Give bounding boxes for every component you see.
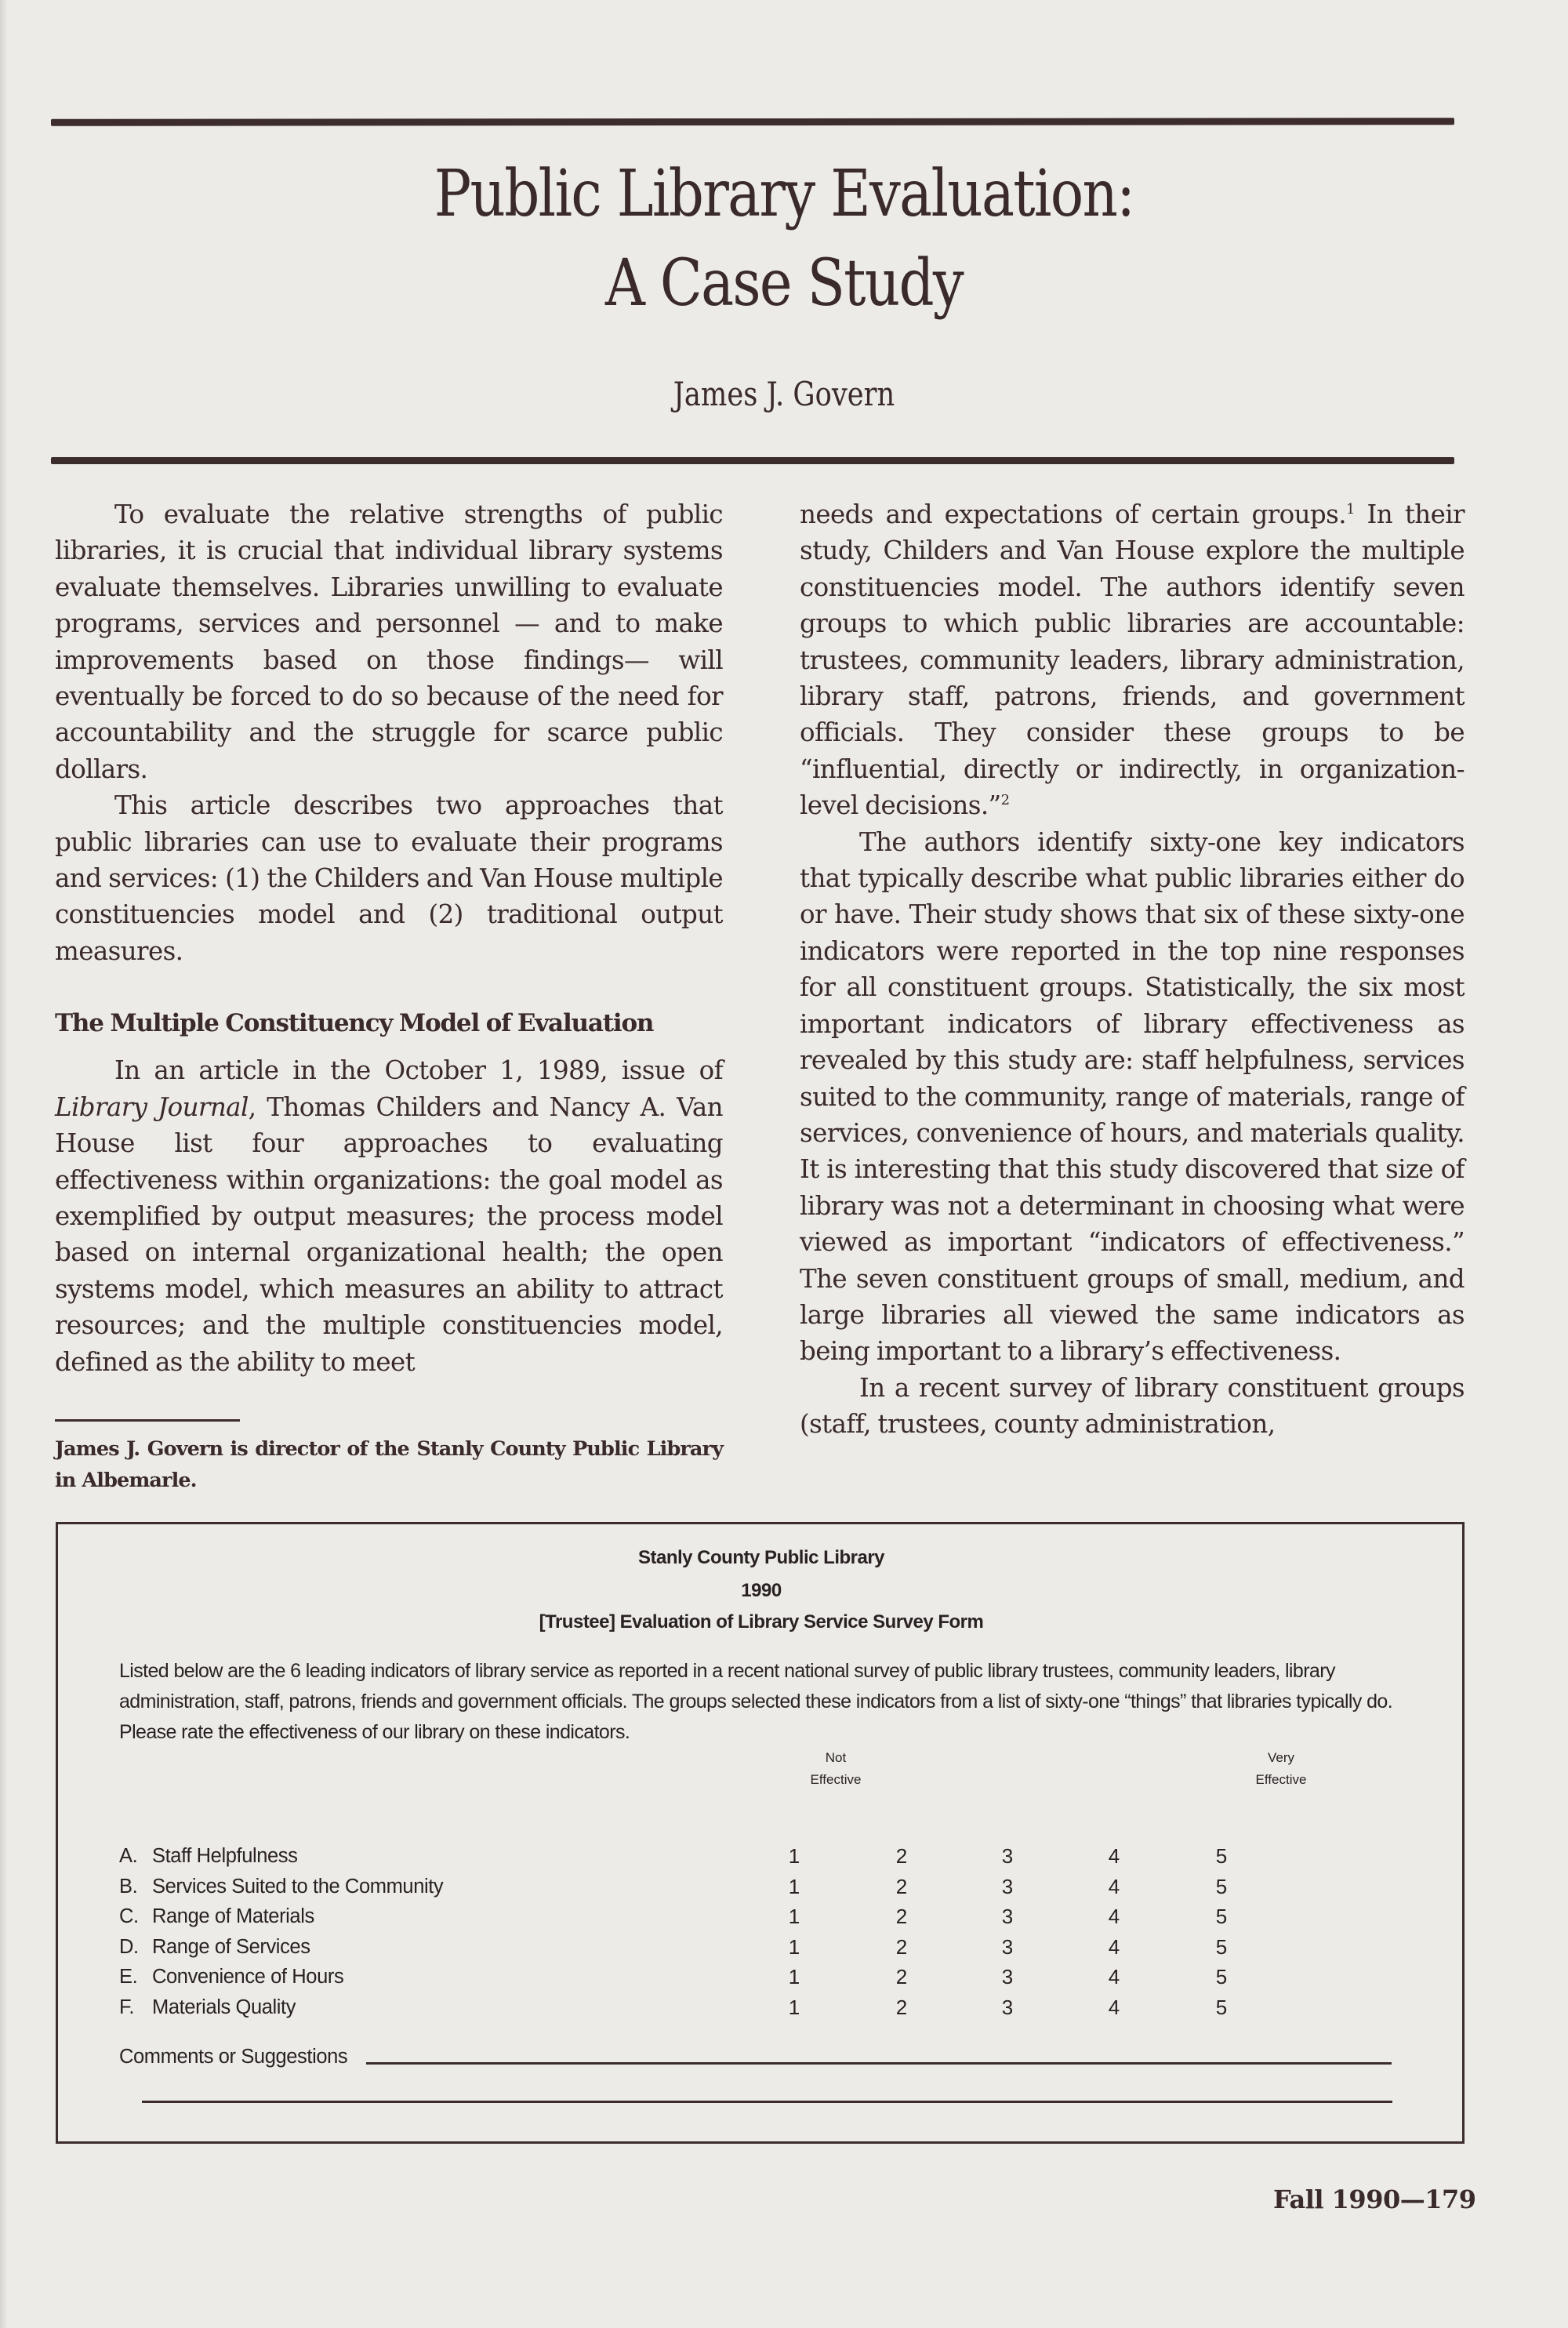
title-rule-top [51,118,1454,126]
survey-item-label: Range of Services [152,1935,310,1958]
rating-option[interactable]: 4 [1108,1965,1120,1988]
survey-item-letter: A. [119,1845,138,1867]
rating-option[interactable]: 5 [1215,1874,1228,1898]
paragraph-text: In their study, Childers and Van House explore the multiple constituencies model. The authors identify seven groups to which public libraries are accountable: trustees, community leaders, library administration, library staff, patrons, friends, and government officials. They consider these groups to be “influential, directly or indirectly, in organization-level decisions.” [800,499,1465,821]
rating-option[interactable]: 5 [1215,1905,1228,1928]
scale-low-label-line1: Not [825,1750,847,1765]
survey-item-letter: C. [119,1905,139,1927]
scale-low-label-line2: Effective [810,1772,862,1787]
survey-item [119,1841,298,1871]
survey-item-label: Staff Helpfulness [152,1845,298,1867]
rating-option[interactable]: 4 [1108,1874,1120,1898]
scale-high-label [1234,1747,1328,1791]
paragraph: This article describes two approaches that public libraries can use to evaluate their programs and services: (1) the Childers and Van House multiple constituencies model and (2) traditional output measures. [55,790,723,966]
rating-option[interactable]: 5 [1215,1995,1228,2019]
rating-option[interactable]: 1 [788,1934,800,1959]
survey-intro: Listed below are the 6 leading indicators of library service as reported in a recent national survey of public library trustees, community leaders, library administration, staff, patrons, friends and government officials. The groups selected these indicators from a list of sixty-one “things” that libraries typically do. Please rate the effectiveness of our library on these indicators. [119,1660,1393,1743]
rating-option[interactable]: 5 [1215,1934,1228,1959]
footnote-ref: 2 [1000,792,1010,809]
survey-form [56,1522,1465,2144]
survey-item-letter: D. [119,1935,139,1958]
paragraph: To evaluate the relative strengths of public libraries, it is crucial that individual library systems evaluate themselves. Libraries unwilling to evaluate programs, services and personnel — and to make improvements based on those findings— will eventually be forced to do so because of the need for accountability and the struggle for scarce public dollars. [55,499,723,784]
scale-high-label-line2: Effective [1255,1772,1307,1787]
survey-item-label: Convenience of Hours [152,1966,344,1988]
page-folio: Fall 1990—179 [1273,2185,1476,2214]
rating-option[interactable]: 2 [895,1995,908,2019]
survey-item-letter: F. [119,1996,135,2018]
paragraph [800,496,1465,824]
paragraph: In a recent survey of library constituent groups (staff, trustees, county administration, [800,1372,1465,1440]
survey-heading-title: [Trustee] Evaluation of Library Service Survey Form [539,1611,984,1633]
survey-item [119,1932,310,1962]
survey-item-letter: B. [119,1875,138,1898]
rating-option[interactable]: 4 [1108,1995,1120,2019]
rating-option[interactable]: 4 [1108,1934,1120,1959]
rating-option[interactable]: 4 [1108,1905,1120,1928]
survey-item [119,1901,314,1931]
rating-option[interactable]: 5 [1215,1844,1228,1868]
section-heading: The Multiple Constituency Model of Evaluation [55,1009,654,1038]
survey-item-letter: E. [119,1966,138,1988]
rating-option[interactable]: 1 [788,1965,800,1988]
article-title-line-2: A Case Study [604,246,964,321]
paragraph [55,1052,723,1380]
rating-option[interactable]: 4 [1108,1844,1120,1868]
rating-option[interactable]: 1 [788,1844,800,1868]
footnote-ref: 1 [1345,501,1355,518]
rating-option[interactable]: 3 [1001,1844,1014,1868]
footnote-rule [55,1419,240,1422]
rating-option[interactable]: 2 [895,1874,908,1898]
page-edge [0,0,8,2328]
rating-option[interactable]: 2 [895,1965,908,1988]
survey-item [119,1872,443,1901]
rating-option[interactable]: 3 [1001,1874,1014,1898]
survey-item-label: Materials Quality [152,1996,296,2018]
scale-low-label [789,1747,883,1791]
rating-option[interactable]: 3 [1001,1965,1014,1988]
comments-line[interactable] [142,2101,1392,2103]
rating-option[interactable]: 1 [788,1874,800,1898]
survey-item [119,1962,343,1992]
rating-option[interactable]: 3 [1001,1934,1014,1959]
survey-item-label: Range of Materials [152,1905,314,1927]
right-column [800,496,1465,1443]
rating-option[interactable]: 1 [788,1995,800,2019]
comments-label: Comments or Suggestions [119,2046,348,2068]
rating-option[interactable]: 2 [895,1844,908,1868]
survey-item [119,1992,296,2022]
title-rule-bottom [51,457,1454,464]
comments-line[interactable] [366,2062,1392,2065]
scale-high-label-line1: Very [1267,1750,1295,1765]
survey-heading-year: 1990 [741,1580,782,1601]
journal-title: Library Journal [55,1091,249,1122]
survey-item-label: Services Suited to the Community [152,1875,444,1898]
author-bio: James J. Govern is director of the Stanly County Public Library in Albemarle. [55,1437,723,1492]
left-column [55,496,723,1380]
paragraph-text: needs and expectations of certain groups. [800,499,1346,529]
rating-option[interactable]: 5 [1215,1965,1228,1988]
paragraph-text: , Thomas Childers and Nancy A. Van House list four approaches to evaluating effectiveness within organizations: the goal model as exemplified by output measures; the process model based on internal organizational health; the open systems model, which measures an ability to attract resources; and the multiple constituencies model, defined as the ability to meet [55,1091,723,1377]
survey-heading-library: Stanly County Public Library [637,1547,885,1568]
article-author: James J. Govern [673,375,895,413]
rating-option[interactable]: 1 [788,1905,800,1928]
rating-option[interactable]: 3 [1001,1995,1014,2019]
rating-option[interactable]: 2 [895,1934,908,1959]
article-title-line-1: Public Library Evaluation: [434,157,1134,231]
paragraph: The authors identify sixty-one key indicators that typically describe what public libraries either do or have. Their study shows that six of these sixty-one indicators were reported in the top nine responses for all constituent groups. Statistically, the six most important indicators of library effectiveness as revealed by this study are: staff helpfulness, services suited to the community, range of materials, range of services, convenience of hours, and materials quality. It is interesting that this study discovered that size of library was not a determinant in choosing what were viewed as important “indicators of effectiveness.” The seven constituent groups of small, medium, and large libraries all viewed the same indicators as being important to a library’s effectiveness. [800,826,1465,1367]
rating-option[interactable]: 2 [895,1905,908,1928]
rating-option[interactable]: 3 [1001,1905,1014,1928]
paragraph-text: In an article in the October 1, 1989, issue of [114,1055,723,1086]
